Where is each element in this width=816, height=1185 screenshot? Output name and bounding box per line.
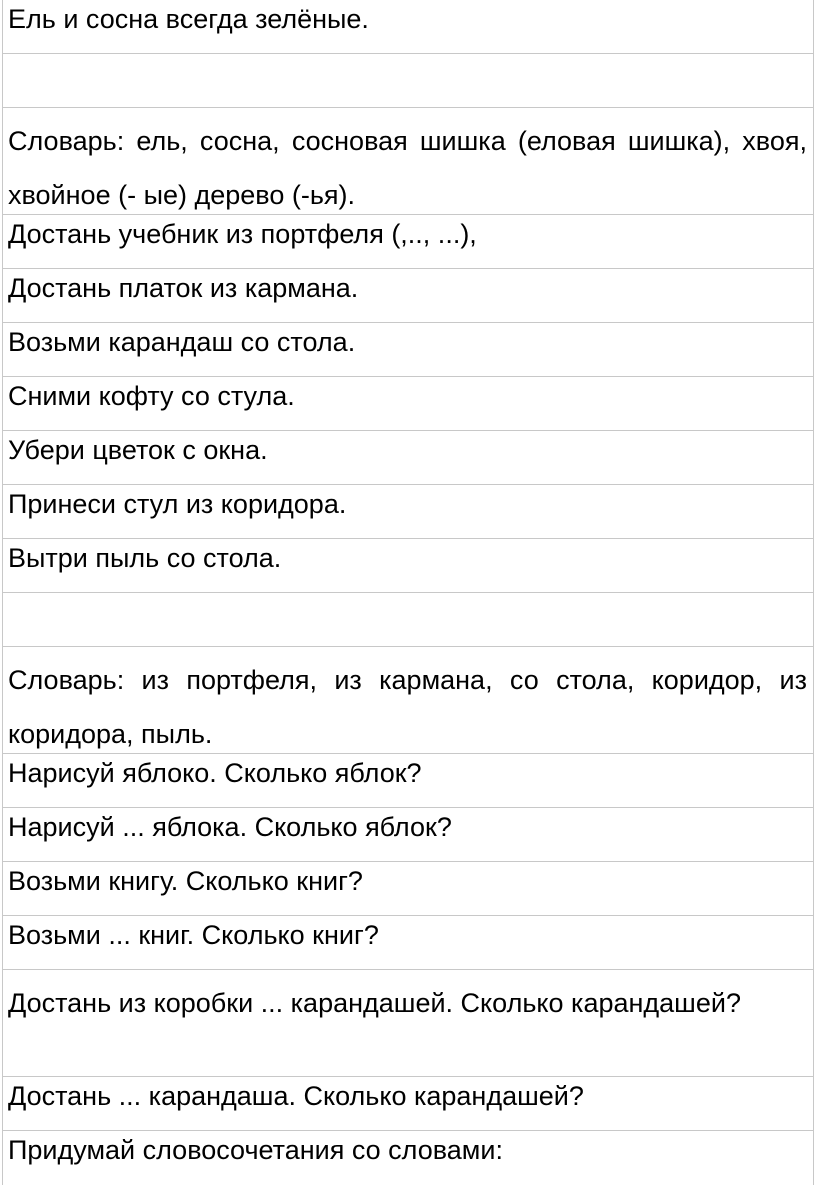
table-row [3, 916, 813, 970]
row-text: Возьми книгу. Сколько книг? [8, 866, 363, 896]
table-row [3, 754, 813, 808]
row-text: Достань из коробки ... карандашей. Сколько карандашей? [8, 988, 741, 1018]
table-row [3, 1077, 813, 1131]
row-text: Вытри пыль со стола. [8, 543, 282, 573]
row-text: Сними кофту со стула. [8, 381, 295, 411]
table-row [3, 269, 813, 323]
table-row-empty [3, 593, 813, 647]
row-text: Достань платок из кармана. [8, 273, 359, 303]
table-row [3, 377, 813, 431]
row-text: Возьми ... книг. Сколько книг? [8, 920, 379, 950]
table-row [3, 862, 813, 916]
table-row-empty [3, 54, 813, 108]
row-text: Нарисуй яблоко. Сколько яблок? [8, 758, 422, 788]
row-text: Ель и сосна всегда зелёные. [8, 4, 369, 34]
table-row [3, 1131, 813, 1185]
table-row-vocabulary [3, 108, 813, 215]
table-row [3, 215, 813, 269]
table-row [3, 808, 813, 862]
row-text: Достань учебник из портфеля (,.., ...), [8, 219, 477, 249]
row-text: Придумай словосочетания со словами: [8, 1135, 503, 1165]
row-text: Принеси стул из коридора. [8, 489, 347, 519]
table-row [3, 485, 813, 539]
row-text: Словарь: из портфеля, из кармана, со стола, коридор, из коридора, пыль. [8, 665, 807, 749]
worksheet-table [2, 0, 814, 1185]
table-row-vocabulary [3, 647, 813, 754]
table-row [3, 539, 813, 593]
row-text: Убери цветок с окна. [8, 435, 268, 465]
row-text: Нарисуй ... яблока. Сколько яблок? [8, 812, 452, 842]
row-text: Достань ... карандаша. Сколько карандашей? [8, 1081, 584, 1111]
table-row [3, 970, 813, 1077]
table-row [3, 431, 813, 485]
table-row [3, 0, 813, 54]
table-row [3, 323, 813, 377]
row-text: Словарь: ель, сосна, сосновая шишка (еловая шишка), хвоя, хвойное (- ые) дерево (-ья). [8, 126, 807, 210]
row-text: Возьми карандаш со стола. [8, 327, 356, 357]
